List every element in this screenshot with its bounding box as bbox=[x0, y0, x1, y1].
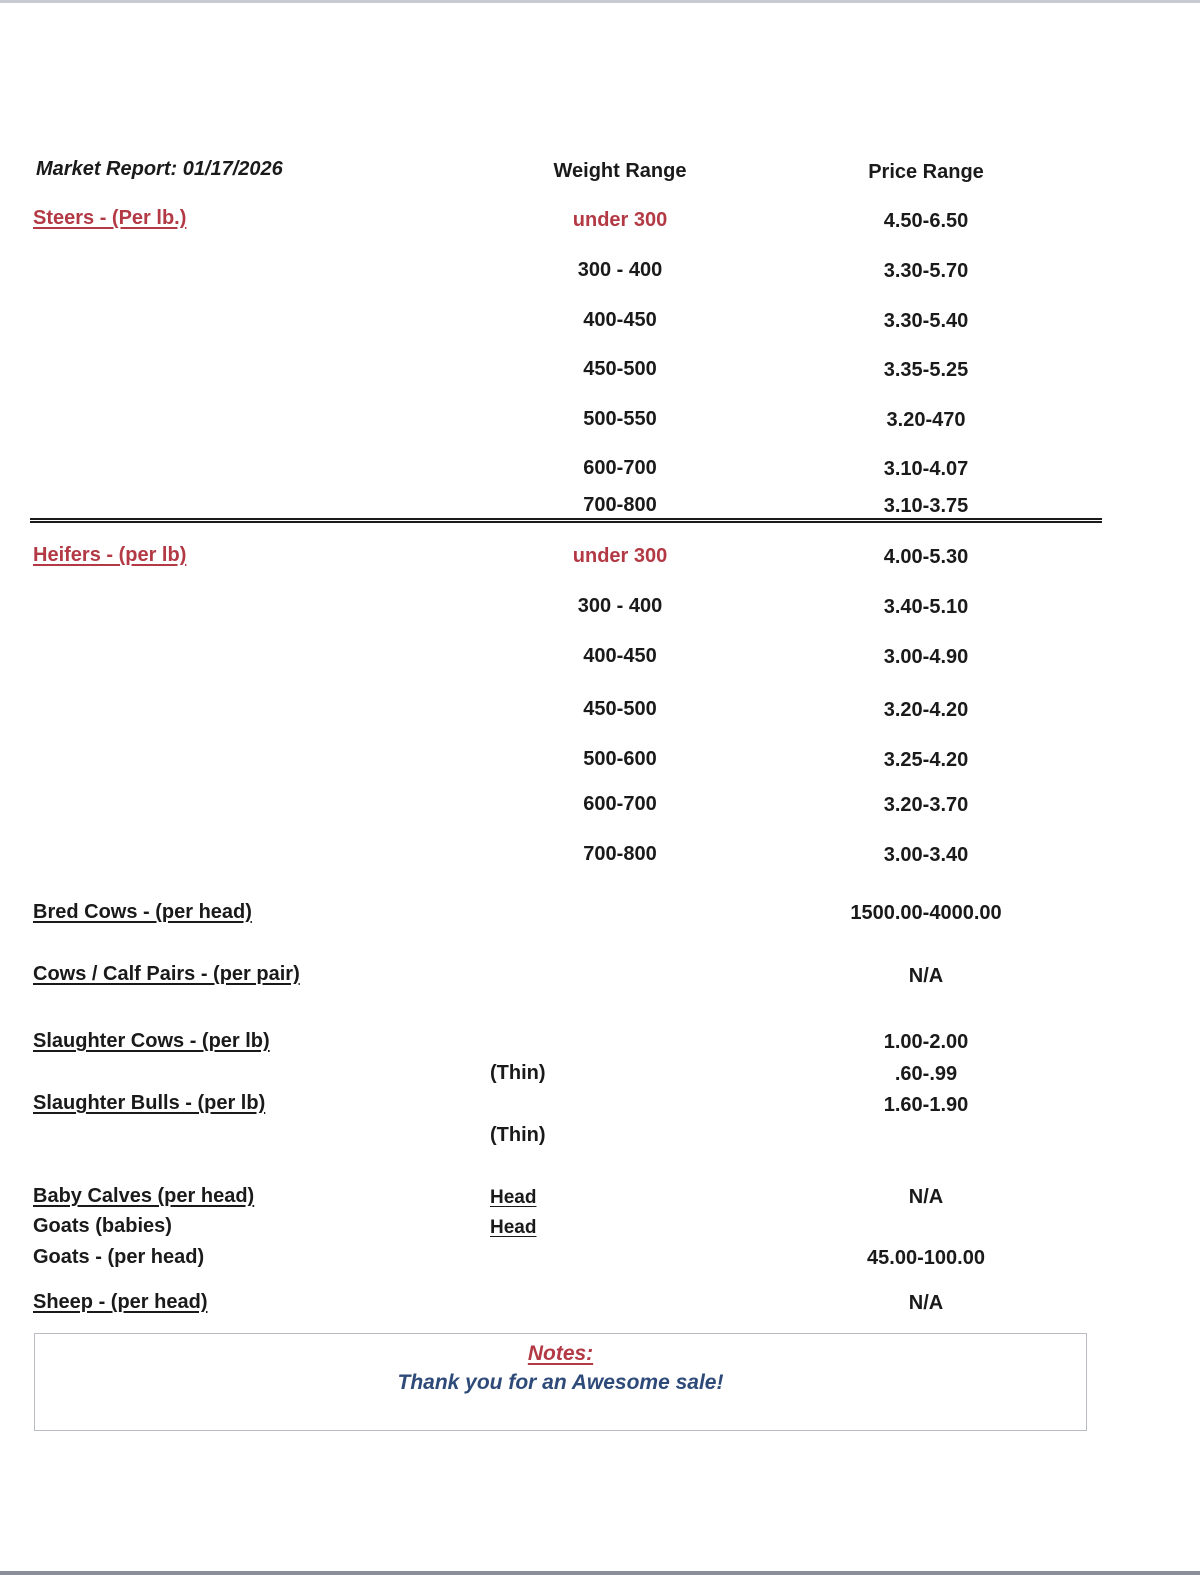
steers-price-0: 4.50-6.50 bbox=[883, 210, 969, 232]
steers-weight-4: 500-550 bbox=[583, 408, 657, 430]
heifers-weight-1: 300 - 400 bbox=[577, 595, 663, 617]
heifers-weight-2: 400-450 bbox=[583, 645, 657, 667]
baby-calves-label: Baby Calves (per head) bbox=[33, 1185, 255, 1207]
slaughter-cows-thin-price: .60-.99 bbox=[894, 1063, 958, 1085]
heifers-weight-3: 450-500 bbox=[583, 698, 657, 720]
heifers-price-2: 3.00-4.90 bbox=[883, 646, 969, 668]
sheep-price: N/A bbox=[908, 1292, 944, 1314]
steers-weight-2: 400-450 bbox=[583, 309, 657, 331]
baby-calves-head: Head bbox=[490, 1187, 537, 1208]
slaughter-bulls-label: Slaughter Bulls - (per lb) bbox=[33, 1092, 266, 1114]
goats-price: 45.00-100.00 bbox=[867, 1247, 985, 1269]
heifers-weight-4: 500-600 bbox=[583, 748, 657, 770]
steers-weight-1: 300 - 400 bbox=[577, 259, 663, 281]
goats-babies-label: Goats (babies) bbox=[33, 1215, 172, 1237]
price-range-header: Price Range bbox=[868, 161, 984, 183]
steers-label: Steers - (Per lb.) bbox=[33, 207, 187, 229]
slaughter-cows-label: Slaughter Cows - (per lb) bbox=[33, 1030, 270, 1052]
slaughter-cows-thin-label: (Thin) bbox=[490, 1062, 546, 1084]
heifers-label: Heifers - (per lb) bbox=[33, 544, 187, 566]
steers-weight-5: 600-700 bbox=[583, 457, 657, 479]
notes-box bbox=[34, 1333, 1087, 1431]
cow-calf-pairs-price: N/A bbox=[908, 965, 944, 987]
heifers-price-6: 3.00-3.40 bbox=[883, 844, 969, 866]
steers-weight-0: under 300 bbox=[572, 209, 668, 231]
steers-price-2: 3.30-5.40 bbox=[883, 310, 969, 332]
slaughter-bulls-price: 1.60-1.90 bbox=[883, 1094, 969, 1116]
cow-calf-pairs-label: Cows / Calf Pairs - (per pair) bbox=[33, 963, 300, 985]
sheep-label: Sheep - (per head) bbox=[33, 1291, 208, 1313]
section-divider bbox=[30, 518, 1102, 523]
slaughter-cows-price: 1.00-2.00 bbox=[883, 1031, 969, 1053]
goats-babies-head: Head bbox=[490, 1217, 537, 1238]
steers-weight-6: 700-800 bbox=[583, 494, 657, 516]
notes-title: Notes: bbox=[527, 1342, 594, 1365]
heifers-price-3: 3.20-4.20 bbox=[883, 699, 969, 721]
goats-label: Goats - (per head) bbox=[33, 1246, 205, 1268]
heifers-weight-6: 700-800 bbox=[583, 843, 657, 865]
steers-price-6: 3.10-3.75 bbox=[883, 495, 969, 517]
steers-price-3: 3.35-5.25 bbox=[883, 359, 969, 381]
heifers-price-5: 3.20-3.70 bbox=[883, 794, 969, 816]
bred-cows-price: 1500.00-4000.00 bbox=[850, 902, 1002, 924]
steers-price-5: 3.10-4.07 bbox=[883, 458, 969, 480]
steers-price-1: 3.30-5.70 bbox=[883, 260, 969, 282]
report-title: Market Report: 01/17/2026 bbox=[36, 158, 283, 180]
steers-weight-3: 450-500 bbox=[583, 358, 657, 380]
bred-cows-label: Bred Cows - (per head) bbox=[33, 901, 252, 923]
bottom-edge bbox=[0, 1571, 1200, 1575]
steers-price-4: 3.20-470 bbox=[886, 409, 966, 431]
notes-text: Thank you for an Awesome sale! bbox=[397, 1371, 724, 1394]
heifers-weight-0: under 300 bbox=[572, 545, 668, 567]
weight-range-header: Weight Range bbox=[553, 160, 687, 182]
baby-calves-price: N/A bbox=[908, 1186, 944, 1208]
heifers-price-4: 3.25-4.20 bbox=[883, 749, 969, 771]
slaughter-bulls-thin-label: (Thin) bbox=[490, 1124, 546, 1146]
heifers-price-0: 4.00-5.30 bbox=[883, 546, 969, 568]
heifers-weight-5: 600-700 bbox=[583, 793, 657, 815]
heifers-price-1: 3.40-5.10 bbox=[883, 596, 969, 618]
top-edge bbox=[0, 0, 1200, 3]
